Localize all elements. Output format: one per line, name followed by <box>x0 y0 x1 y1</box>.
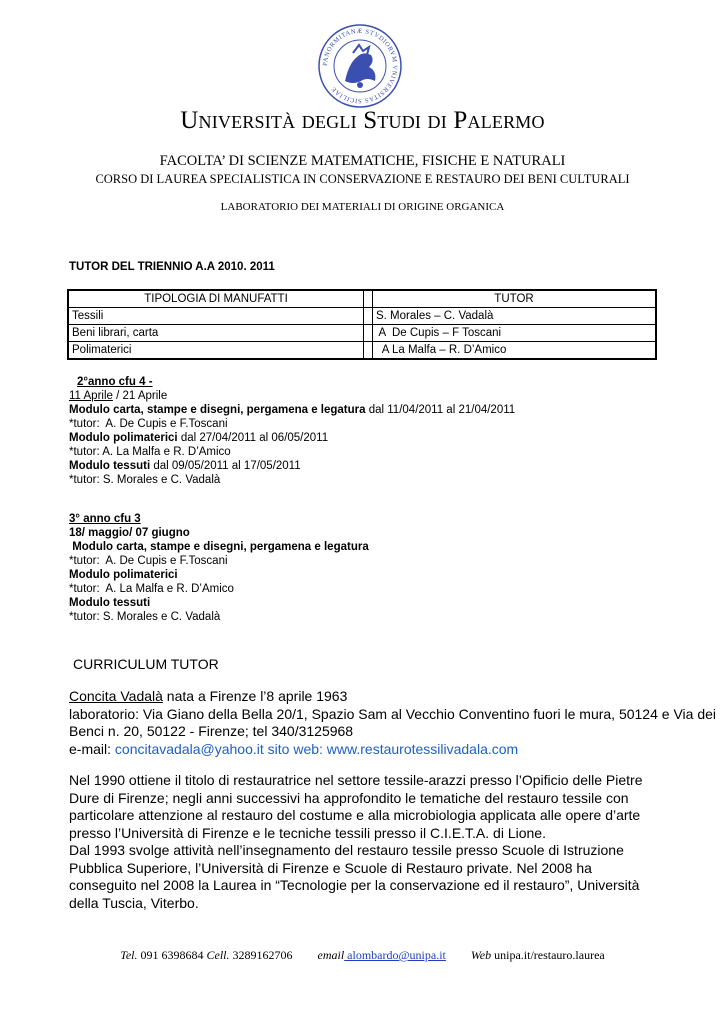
year2-date-end: / 21 Aprile <box>112 390 168 402</box>
year2-section <box>69 375 515 487</box>
year3-tutor2: *tutor: A. La Malfa e R. D’Amico <box>69 583 234 595</box>
faculty-name: FACOLTA’ DI SCIENZE MATEMATICHE, FISICHE E NATURALI <box>159 153 566 169</box>
table-row <box>69 341 655 358</box>
table-header-row <box>69 291 655 307</box>
year2-module1-dates: dal 11/04/2011 al 21/04/2011 <box>365 404 516 416</box>
year2-date-start: 11 Aprile <box>69 390 113 402</box>
year3-module2: Modulo polimaterici <box>69 569 178 581</box>
footer-cell-label: Cell. <box>206 948 230 962</box>
tutor-title: TUTOR DEL TRIENNIO A.A 2010. 2011 <box>69 261 275 273</box>
table-row <box>69 324 655 341</box>
cell-tutor: S. Morales – C. Vadalà <box>373 307 655 324</box>
cell-type: Tessili <box>69 307 364 324</box>
cell-type: Beni librari, carta <box>69 324 364 341</box>
year2-module2-dates: dal 27/04/2011 al 06/05/2011 <box>177 432 329 444</box>
course-name: CORSO DI LAUREA SPECIALISTICA IN CONSERVAZIONE E RESTAURO DEI BENI CULTURALI <box>95 172 630 186</box>
footer-tel: 091 6398684 <box>137 948 204 962</box>
svg-text:PANORMITANÆ STVDIORVM VNIVERSI: PANORMITANÆ STVDIORVM VNIVERSITAS SICILIAE <box>321 27 399 105</box>
col-header-type: TIPOLOGIA DI MANUFATTI <box>69 291 364 307</box>
curriculum-paragraph-2: Dal 1993 svolge attività nell’insegnamento del restauro tessile presso Scuole di Istruzione Pubblica Superiore, l’Università di Firenze e Scuole di Restauro private. Nel 2008 ha conseguito nel 2008 la Laurea in “Tecnologie per la conservazione ed il restauro”, Università della Tuscia, Viterbo. <box>69 842 640 911</box>
year2-tutor3: *tutor: S. Morales e C. Vadalà <box>69 474 221 486</box>
footer <box>0 948 725 963</box>
university-seal-logo <box>317 23 403 109</box>
year2-module1: Modulo carta, stampe e disegni, pergamena e legatura <box>69 404 366 416</box>
footer-email-label: email <box>317 948 345 962</box>
footer-web: unipa.it/restauro.laurea <box>491 948 605 962</box>
tutor-name: Concita Vadalà <box>69 688 163 704</box>
university-name: Università degli Studi di Palermo <box>180 107 545 134</box>
tutor-table <box>67 289 657 360</box>
footer-email-link[interactable]: alombardo@unipa.it <box>344 948 446 962</box>
table-row <box>69 307 655 324</box>
footer-web-label: Web <box>470 948 492 962</box>
year3-section <box>69 512 369 624</box>
year3-tutor3: *tutor: S. Morales e C. Vadalà <box>69 611 221 623</box>
email-website-link[interactable]: concitavadala@yahoo.it sito web: www.restaurotessilivadala.com <box>114 740 519 757</box>
footer-cell: 3289162706 <box>229 948 293 962</box>
year3-module1: Modulo carta, stampe e disegni, pergamena e legatura <box>69 541 369 553</box>
lab-name: LABORATORIO DEI MATERIALI DI ORIGINE ORGANICA <box>220 201 505 213</box>
year3-module3: Modulo tessuti <box>69 597 151 609</box>
year3-tutor1: *tutor: A. De Cupis e F.Toscani <box>69 555 228 567</box>
year3-heading: 3° anno cfu 3 <box>69 513 141 525</box>
tutor-birth: nata a Firenze l’8 aprile 1963 <box>162 688 348 704</box>
lab-address-line2: Benci n. 20, 50122 - Firenze; tel 340/3125968 <box>69 723 354 739</box>
cell-type: Polimaterici <box>69 341 364 358</box>
footer-tel-label: Tel. <box>120 948 138 962</box>
year3-dates: 18/ maggio/ 07 giugno <box>69 527 190 539</box>
cell-tutor: A De Cupis – F Toscani <box>373 324 655 341</box>
cell-tutor: A La Malfa – R. D’Amico <box>373 341 655 358</box>
curriculum-title: CURRICULUM TUTOR <box>73 656 219 672</box>
year2-heading: 2°anno cfu 4 - <box>77 376 153 388</box>
col-header-tutor: TUTOR <box>494 293 534 305</box>
year2-tutor1: *tutor: A. De Cupis e F.Toscani <box>69 418 228 430</box>
lab-address-line1: laboratorio: Via Giano della Bella 20/1, Spazio Sam al Vecchio Conventino fuori le mura, 50124 e Via dei <box>69 705 717 722</box>
year2-module3-dates: dal 09/05/2011 al 17/05/2011 <box>150 460 301 472</box>
year2-module3: Modulo tessuti <box>69 460 151 472</box>
curriculum-paragraph-1: Nel 1990 ottiene il titolo di restauratrice nel settore tessile-arazzi presso l’Opificio delle Pietre Dure di Firenze; negli anni successivi ha approfondito le tematiche del restauro tessile con particolare attenzione al restauro del costume e alla microbiologia applicata alle opere d’arte presso l’Università di Firenze e le tecniche tessili presso il C.I.E.T.A. di Lione. <box>69 772 643 841</box>
curriculum-contact <box>69 688 717 758</box>
year2-module2: Modulo polimaterici <box>69 432 178 444</box>
year2-tutor2: *tutor: A. La Malfa e R. D’Amico <box>69 446 231 458</box>
email-label: e-mail: <box>69 740 115 757</box>
